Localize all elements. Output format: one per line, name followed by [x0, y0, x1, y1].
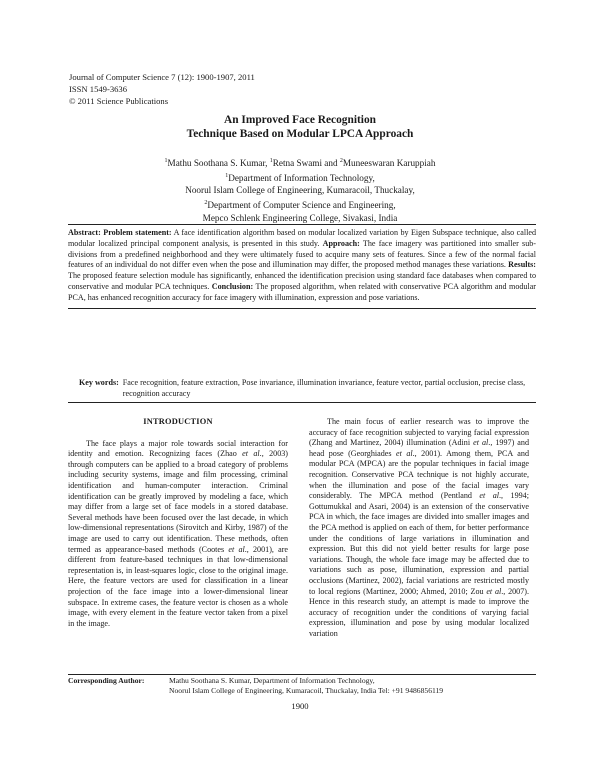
et-al: et al [479, 491, 500, 501]
affiliation-1-inst: Noorul Islam College of Engineering, Kumaracoil, Thuckalay, [185, 185, 415, 196]
keywords-label: Key words: [79, 378, 119, 387]
abstract-problem-label: Abstract: Problem statement: [68, 228, 172, 237]
abstract-conclusion-text: The proposed algorithm, when related with conservative PCA algorithm and modular PCA, has enhanced recognition accuracy for face imagery with illumination, expression and pose variations. [68, 281, 537, 302]
intro-text: ., 1997) and head pose (Georghiades [309, 438, 529, 458]
et-al: et al [486, 586, 502, 596]
journal-info [69, 71, 255, 107]
intro-text: ., 2007). Hence in this research study, an attempt is made to improve the accuracy of recognition under the conditions of varying facial expression, illumination and pose by using modular localized variation [309, 586, 529, 638]
abstract-problem-text: A face identification algorithm based on modular localized variation by Eigen Subspace technique, also called modular localized principal component analysis, is presented in this study. [68, 228, 536, 248]
keywords [79, 378, 535, 400]
author-name: Mathu Soothana S. Kumar, [167, 158, 270, 169]
intro-text: ., 1994; Gottumukkal and Asari, 2004) is an extension of the conservative PCA in which, the face images are divided into smaller images and the PCA method is applied on each of them, for better performance under the conditions of large variations in illumination and expression. But this did not yield better results for large pose variations. Though, the whole face image may be affected due to variations such as pose, illumination, expression and partial occlusions (Martinez, 2002), facial variations are restricted mostly to local regions (Martinez, 2000; Ahmed, 2010; Zou [309, 491, 529, 596]
affiliation-1-dept [0, 170, 600, 185]
abstract-results-label: Results: [508, 260, 536, 270]
footnote-divider [68, 674, 536, 675]
abstract-conclusion-label: Conclusion: [211, 281, 254, 291]
et-al: et al [228, 544, 245, 554]
intro-paragraph [309, 417, 529, 639]
et-al: et al [473, 438, 489, 448]
abstract-approach-label: Approach: [322, 238, 360, 248]
intro-text: ., 2001). Among them, PCA and modular PCA (MPCA) are the popular techniques in facial image recognition. Conservative PCA technique is not highly accurate, when the illumination and pose of the facial images vary considerably. The MPCA method (Pentland [309, 448, 529, 501]
intro-text: The face plays a major role towards social interaction for identity and emotion. Recognizing faces (Zhao [68, 438, 288, 459]
title-line-2: Technique Based on Modular LPCA Approach [186, 128, 414, 140]
intro-text: The main focus of earlier research was to improve the accuracy of face recognition subjected to varying facial expression (Zhang and Martinez, 2004) illumination (Adini [309, 417, 529, 448]
author-block [0, 155, 600, 224]
author-name: Retna Swami and [272, 158, 340, 169]
author-sup: 1 [164, 158, 168, 164]
corresponding-author-line-1: Mathu Soothana S. Kumar, Department of Information Technology, [169, 676, 375, 685]
author-names [0, 155, 600, 170]
intro-paragraph [68, 439, 288, 630]
affiliation-2-dept [0, 197, 600, 212]
author-name: Muneeswaran Karuppiah [342, 158, 436, 169]
author-sup: 1 [269, 158, 273, 164]
et-al: et al [396, 448, 413, 458]
abstract [68, 224, 536, 309]
affiliation-2-inst: Mepco Schlenk Engineering College, Sivakasi, India [202, 212, 398, 223]
abstract-results-text: The proposed feature selection module has significantly, enhanced the identification precision using standard face databases when compared to conservative and modular PCA techniques. [68, 271, 536, 291]
left-column [68, 417, 288, 629]
journal-copyright: © 2011 Science Publications [69, 96, 169, 106]
page-number: 1900 [291, 701, 309, 711]
affiliation-sup: 2 [204, 199, 208, 206]
right-column [309, 417, 529, 639]
journal-citation: Journal of Computer Science 7 (12): 1900-1907, 2011 [69, 72, 255, 82]
abstract-approach-text: The face imagery was partitioned into smaller sub-divisions from a predefined neighborhood and they were ultimately fused to acquire many sets of features. Since a few of the normal facial features of an individual do not differ even when the pose and illumination may differ, the proposed method manages these variations. [68, 238, 537, 270]
affiliation-sup: 1 [225, 172, 229, 179]
keywords-divider [68, 402, 536, 403]
et-al: et al [242, 449, 260, 459]
corresponding-author-line-2: Noorul Islam College of Engineering, Kumaracoil, Thuckalay, India Tel: +91 9486856119 [169, 686, 444, 695]
keywords-text: Face recognition, feature extraction, Pose invariance, illumination invariance, feature vector, partial occlusion, precise class, recognition accuracy [122, 378, 526, 398]
journal-issn: ISSN 1549-3636 [69, 84, 128, 94]
title-line-1: An Improved Face Recognition [224, 114, 376, 126]
paper-title [0, 113, 600, 141]
affiliation-text: Department of Information Technology, [228, 172, 375, 183]
intro-text: ., 2003) through computers can be applied to a broad category of problems including security systems, image and film processing, criminal identification and human-computer interaction. Criminal identification can be greatly improved by modeling a face, which may differ from a large set of face models in a stored database. Several methods have been focused over the last decade, in which low-dimensional representations (Sirovitch and Kirby, 1987) of the image are used to carry out identification. These methods, often termed as appearance-based methods (Cootes [68, 449, 288, 554]
corresponding-author-label: Corresponding Author: [68, 676, 145, 685]
intro-text: ., 2001), are different from feature-based techniques in that low-dimensional representation is, in least-squares logic, close to the original image. Here, the feature vectors are used for classification in a linear projection of the face image into a lower-dimensional linear subspace. In extreme cases, the feature vector is chosen as a whole image, with every element in the feature vector taken from a pixel in the image. [68, 544, 289, 628]
section-heading-introduction: INTRODUCTION [143, 417, 213, 426]
affiliation-text: Department of Computer Science and Engineering, [207, 199, 396, 210]
author-sup: 2 [339, 158, 343, 164]
